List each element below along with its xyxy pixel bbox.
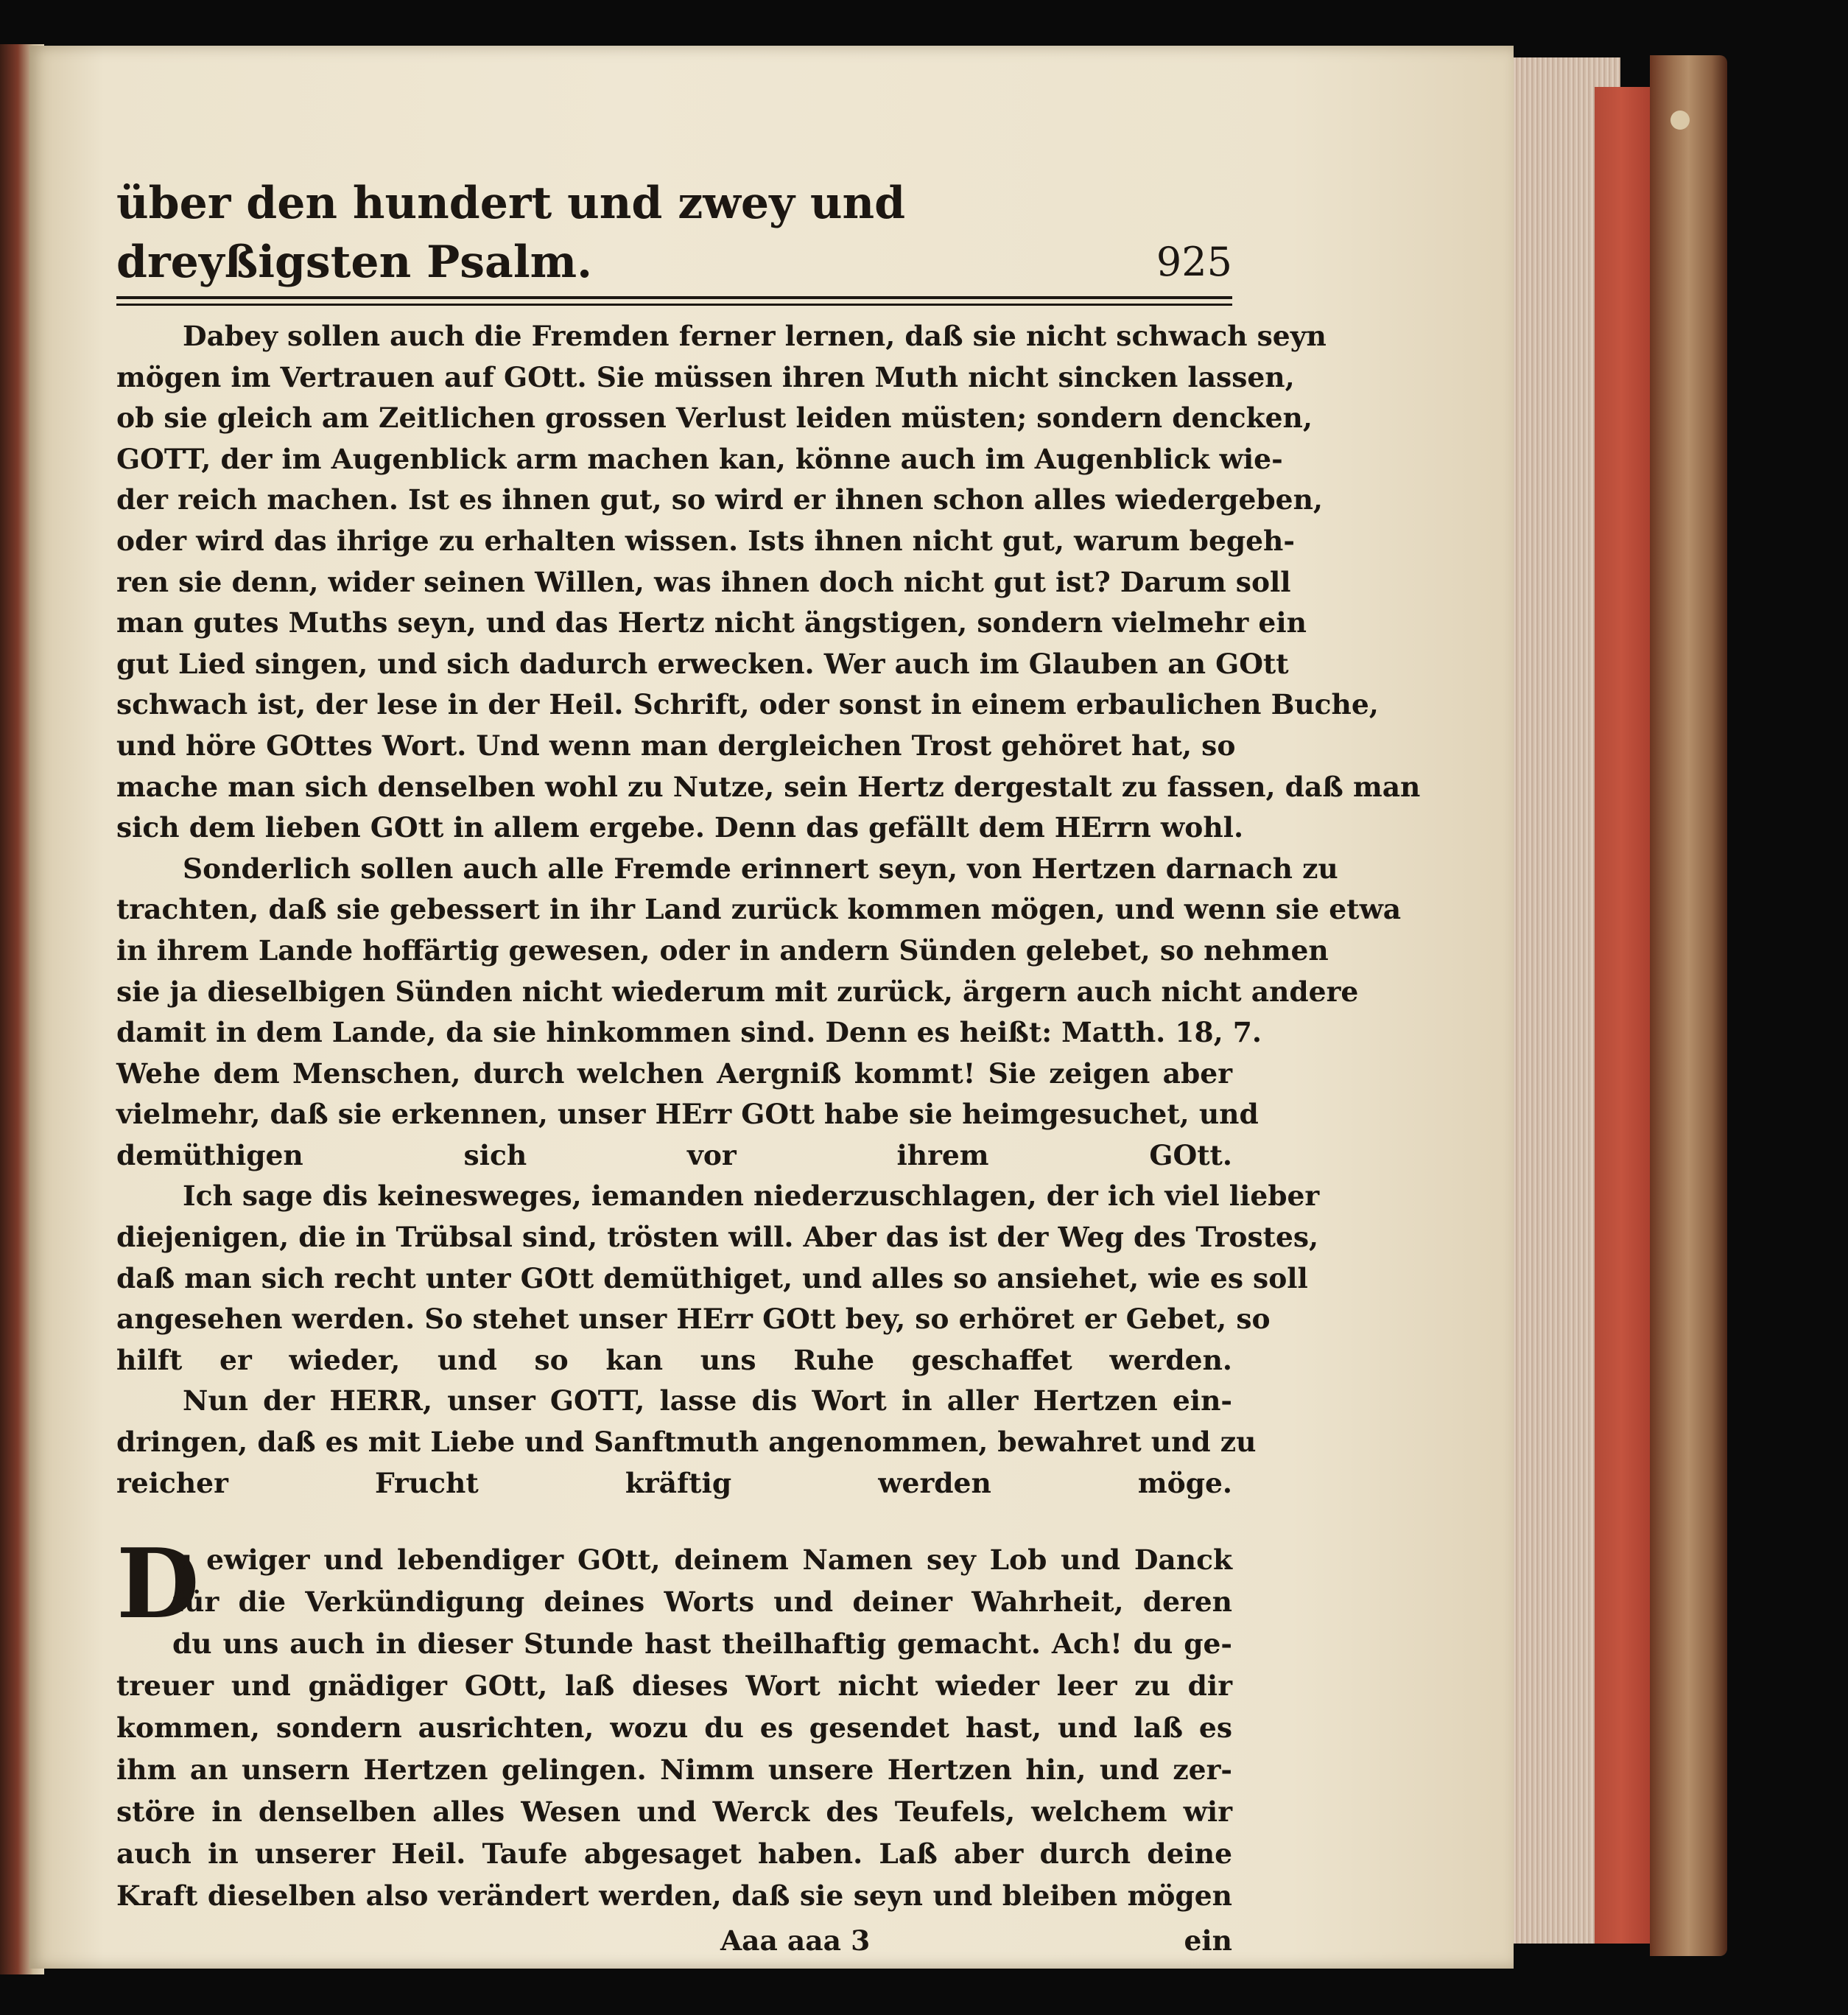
text-line: damit in dem Lande, da sie hinkommen sind. Denn es heißt: Matth. 18, 7. [116, 1016, 1262, 1049]
prayer-line: Kraft dieselben also verändert werden, daß sie seyn und bleiben mögen [116, 1879, 1232, 1913]
text-line: angesehen werden. So stehet unser HErr GOtt bey, so erhöret er Gebet, so [116, 1303, 1271, 1336]
text-line: mache man sich denselben wohl zu Nutze, sein Hertz dergestalt zu fassen, daß man [116, 770, 1421, 803]
prayer-line: u ewiger und lebendiger GOtt, deinem Namen sey Lob und Danck [172, 1543, 1232, 1577]
text-line: reicher Frucht kräftig werden möge. [116, 1466, 1232, 1499]
text-line: trachten, daß sie gebessert in ihr Land zurück kommen mögen, und wenn sie etwa [116, 893, 1402, 926]
text-line: Nun der HERR, unser GOTT, lasse dis Wort in aller Hertzen ein- [183, 1384, 1232, 1417]
prayer-line: kommen, sondern ausrichten, wozu du es gesendet hast, und laß es [116, 1711, 1232, 1745]
paragraph [116, 1381, 1257, 1504]
text-line: der reich machen. Ist es ihnen gut, so wird er ihnen schon alles wiedergeben, [116, 483, 1323, 516]
sermon-text [116, 316, 1421, 1504]
prayer-line: treuer und gnädiger GOtt, laß dieses Wort nicht wieder leer zu dir [116, 1669, 1232, 1703]
prayer-line: ihm an unsern Hertzen gelingen. Nimm unsere Hertzen hin, und zer- [116, 1753, 1232, 1787]
text-line: GOTT, der im Augenblick arm machen kan, könne auch im Augenblick wie- [116, 442, 1283, 475]
text-line: vielmehr, daß sie erkennen, unser HErr GOtt habe sie heimgesuchet, und [116, 1098, 1259, 1131]
prayer-line: du uns auch in dieser Stunde hast theilhaftig gemacht. Ach! du ge- [172, 1627, 1232, 1661]
text-line: oder wird das ihrige zu erhalten wissen. Ists ihnen nicht gut, warum begeh- [116, 524, 1295, 557]
page-number: 925 [1156, 239, 1232, 285]
prayer-line: störe in denselben alles Wesen und Werck des Teufels, welchem wir [116, 1795, 1232, 1829]
text-line: dringen, daß es mit Liebe und Sanftmuth angenommen, bewahret und zu [116, 1426, 1257, 1459]
running-header [116, 174, 1232, 299]
text-line: gut Lied singen, und sich dadurch erwecken. Wer auch im Glauben an GOtt [116, 647, 1289, 680]
paragraph [116, 1176, 1320, 1381]
text-line: ren sie denn, wider seinen Willen, was ihnen doch nicht gut ist? Darum soll [116, 565, 1291, 598]
prayer-line: für die Verkündigung deines Worts und deiner Wahrheit, deren [172, 1585, 1232, 1619]
text-line: schwach ist, der lese in der Heil. Schrift, oder sonst in einem erbaulichen Buche, [116, 688, 1379, 721]
text-line: in ihrem Lande hoffärtig gewesen, oder in andern Sünden gelebet, so nehmen [116, 933, 1329, 967]
drop-cap: D [116, 1527, 200, 1641]
text-line: hilft er wieder, und so kan uns Ruhe geschaffet werden. [116, 1343, 1232, 1376]
header-rule [116, 304, 1232, 306]
signature-mark: Aaa aaa 3 [720, 1924, 871, 1958]
catchword: ein [1184, 1924, 1232, 1958]
text-line: sich dem lieben GOtt in allem ergebe. Denn das gefällt dem HErrn wohl. [116, 811, 1244, 844]
text-line: sie ja dieselbigen Sünden nicht wiederum mit zurück, ärgern auch nicht andere [116, 975, 1359, 1008]
text-line: Dabey sollen auch die Fremden ferner lernen, daß sie nicht schwach seyn [183, 320, 1327, 352]
paragraph [116, 849, 1402, 1177]
page-footer [116, 1920, 1232, 1961]
paragraph [116, 316, 1421, 849]
prayer-line: auch in unserer Heil. Taufe abgesaget haben. Laß aber durch deine [116, 1837, 1232, 1871]
page-content [116, 174, 1421, 1961]
book-cover [1650, 55, 1727, 1956]
text-line: man gutes Muths seyn, und das Hertz nicht ängstigen, sondern vielmehr ein [116, 606, 1307, 639]
text-line: Sonderlich sollen auch alle Fremde erinnert seyn, von Hertzen darnach zu [183, 852, 1338, 885]
text-line: diejenigen, die in Trübsal sind, trösten will. Aber das ist der Weg des Trostes, [116, 1221, 1319, 1254]
prayer [116, 1527, 1232, 1917]
text-line: Ich sage dis keinesweges, iemanden niederzuschlagen, der ich viel lieber [183, 1180, 1320, 1213]
text-line: daß man sich recht unter GOtt demüthiget, und alles so ansiehet, wie es soll [116, 1261, 1308, 1294]
cover-ornament [1670, 111, 1690, 130]
text-line: mögen im Vertrauen auf GOtt. Sie müssen ihren Muth nicht sincken lassen, [116, 360, 1295, 393]
text-line: Wehe dem Menschen, durch welchen Aergniß kommt! Sie zeigen aber [116, 1056, 1232, 1090]
running-title: über den hundert und zwey und dreyßigsten Psalm. [116, 178, 906, 288]
text-line: und höre GOttes Wort. Und wenn man dergleichen Trost gehöret hat, so [116, 729, 1236, 762]
text-line: demüthigen sich vor ihrem GOtt. [116, 1138, 1232, 1171]
text-line: ob sie gleich am Zeitlichen grossen Verlust leiden müsten; sondern dencken, [116, 402, 1313, 435]
